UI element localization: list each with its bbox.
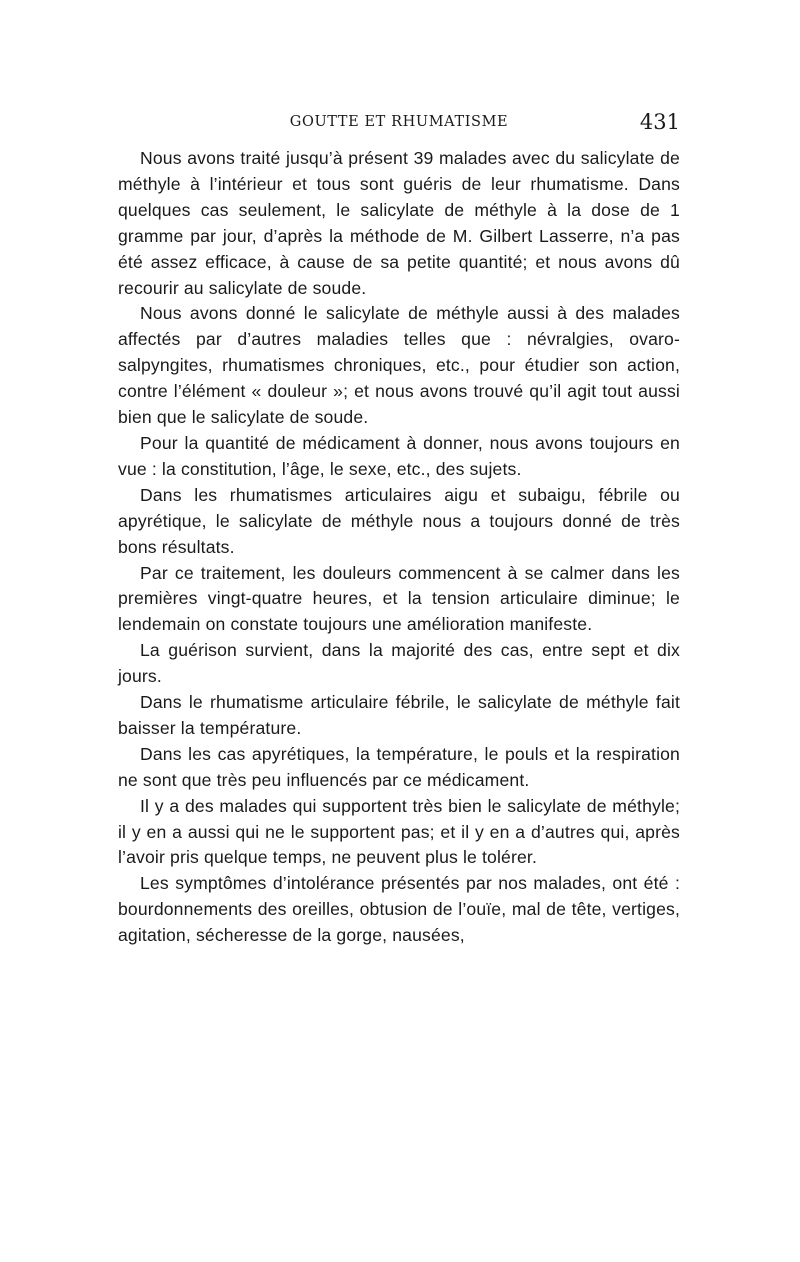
paragraph: Dans les rhumatismes articulaires aigu et subaigu, fébrile ou apyrétique, le salicylate de méthyle nous a toujours donné de très bons résultats. (118, 484, 680, 557)
running-title: GOUTTE ET RHUMATISME (289, 114, 509, 130)
paragraph: Par ce traitement, les douleurs commencent à se calmer dans les premières vingt-quatre heures, et la tension articulaire diminue; le lendemain on constate toujours une amélioration manifeste. (118, 562, 680, 635)
paragraph: La guérison survient, dans la majorité des cas, entre sept et dix jours. (118, 640, 680, 687)
paragraph: Nous avons donné le salicylate de méthyle aussi à des malades affectés par d’autres maladies telles que : névralgies, ovaro-salpyngites, rhumatismes chroniques, etc., pour étudier son action, contre l’élément « douleur »; et nous avons trouvé qu’il agit tout aussi bien que le salicylate de soude. (118, 303, 680, 428)
paragraph: Les symptômes d’intolérance présentés par nos malades, ont été : bourdonnements des oreilles, obtusion de l’ouïe, mal de tête, vertiges, agitation, sécheresse de la gorge, nausées, (118, 873, 680, 946)
running-head (118, 110, 680, 146)
book-page (118, 110, 680, 949)
paragraph: Dans les cas apyrétiques, la température, le pouls et la respiration ne sont que très peu influencés par ce médicament. (118, 743, 680, 790)
body-text (118, 146, 680, 949)
page-number: 431 (639, 110, 680, 134)
paragraph: Pour la quantité de médicament à donner, nous avons toujours en vue : la constitution, l’âge, le sexe, etc., des sujets. (118, 432, 680, 479)
paragraph: Il y a des malades qui supportent très bien le salicylate de méthyle; il y en a aussi qui ne le supportent pas; et il y en a d’autres qui, après l’avoir pris quelque temps, ne peuvent plus le tolérer. (118, 795, 680, 868)
paragraph: Dans le rhumatisme articulaire fébrile, le salicylate de méthyle fait baisser la température. (118, 692, 680, 738)
paragraph: Nous avons traité jusqu’à présent 39 malades avec du salicylate de méthyle à l’intérieur et tous sont guéris de leur rhumatisme. Dans quelques cas seulement, le salicylate de méthyle à la dose de 1 gramme par jour, d’après la méthode de M. Gilbert Lasserre, n’a pas été assez efficace, à cause de sa petite quantité; et nous avons dû recourir au salicylate de soude. (118, 148, 680, 298)
